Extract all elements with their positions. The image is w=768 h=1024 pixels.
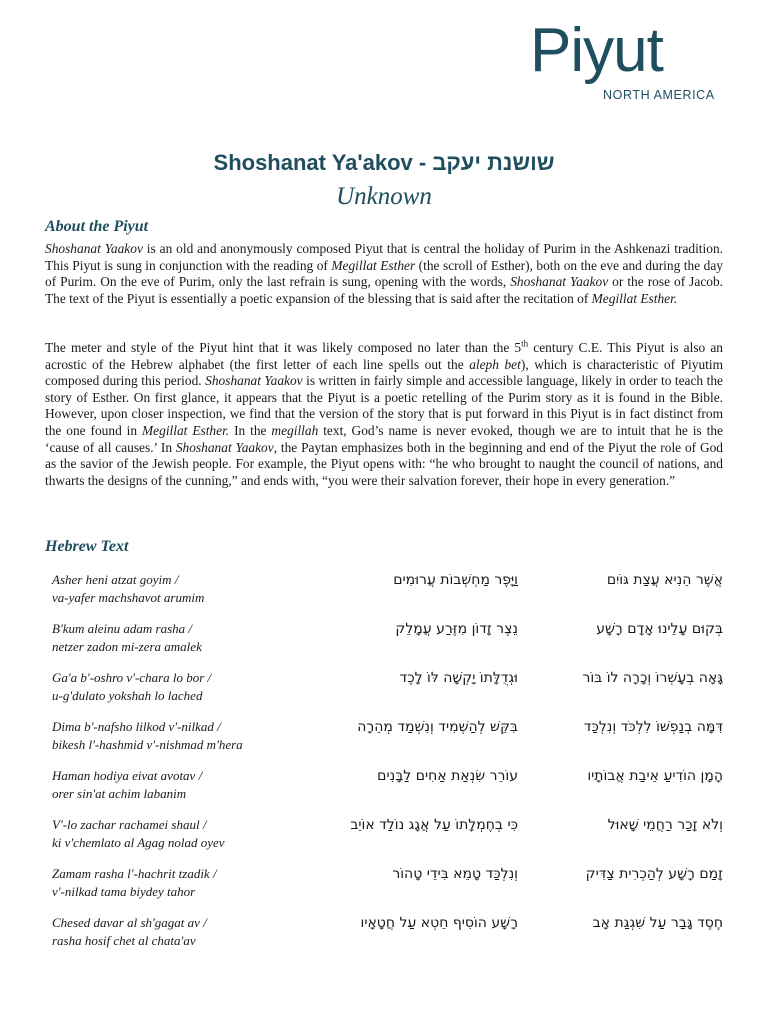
hebrew-line-first-half: אֲשֶׁר הֵנִיא עֲצַת גּוֹיִם	[606, 572, 723, 588]
logo-wordmark: Piyut	[530, 16, 663, 85]
logo-subtitle: NORTH AMERICA	[603, 88, 715, 102]
verse-row	[0, 718, 768, 758]
hebrew-text-heading: Hebrew Text	[45, 538, 129, 555]
verse-row	[0, 816, 768, 856]
verse-row	[0, 865, 768, 905]
hebrew-line-first-half: בְּקוּם עָלֵינוּ אָדָם רָשָׁע	[596, 621, 723, 637]
transliteration: Dima b'-nafsho lilkod v'-nilkad / bikesh l'-hashmid v'-nishmad m'hera	[52, 719, 243, 752]
page-title: Shoshanat Ya'akov - שושנת יעקב	[213, 150, 555, 175]
transliteration: Asher heni atzat goyim / va-yafer machshavot arumim	[52, 572, 205, 605]
hebrew-line-first-half: הָמָן הוֹדִיעַ אֵיבַת אֲבוֹתָיו	[587, 768, 723, 784]
about-paragraph-2: The meter and style of the Piyut hint that it was likely composed no later than the 5th century C.E. This Piyut is also an acrostic of the Hebrew alphabet (the first letter of each line spells out the aleph bet), which is characteristic of Piyutim composed during this period. Shoshanat Yaakov is written in fairly simple and accessible language, likely in order to teach the story of Esther. On first glance, it appears that the Piyut is a poetic retelling of the Purim story as it is found in the Bible. However, upon closer inspection, we find that the version of the story that is put forward in this Piyut is in fact distinct from the one found in Megillat Esther. In the megillah text, God’s name is never evoked, though we are to intuit that he is the ‘cause of all causes.’ In Shoshanat Yaakov, the Paytan emphasizes both in the beginning and end of the Piyut the role of God as the savior of the Jewish people. For example, the Piyut opens with: “he who brought to naught the council of nations, and thwarts the designs of the cunning,” and ends with, “you were their salvation forever, their hope in every generation.”	[45, 338, 724, 488]
verse-row	[0, 767, 768, 807]
about-heading: About the Piyut	[45, 218, 149, 235]
transliteration: V'-lo zachar rachamei shaul / ki v'chemlato al Agag nolad oyev	[52, 817, 225, 850]
transliteration: Chesed davar al sh'gagat av / rasha hosif chet al chata'av	[52, 915, 207, 948]
hebrew-line-first-half: דִּמָּה בְנַפְשׁוֹ לִלְכֹּד וְנִלְכַּד	[583, 719, 723, 735]
verse-row	[0, 571, 768, 611]
hebrew-line-first-half: וְלֹא זָכַר רַחֲמֵי שָׁאוּל	[607, 817, 723, 833]
verse-row	[0, 669, 768, 709]
verse-row	[0, 914, 768, 954]
hebrew-line-second-half: נֵצֶר זָדוֹן מִזֶּרַע עֲמָלֵק	[395, 621, 518, 637]
transliteration: B'kum aleinu adam rasha / netzer zadon mi-zera amalek	[52, 621, 202, 654]
hebrew-line-first-half: גָּאָה בְעָשְׁרוֹ וְכָרָה לוֹ בּוֹר	[582, 670, 723, 686]
hebrew-line-second-half: וַיָּפֶר מַחְשְׁבוֹת עֲרוּמִים	[393, 572, 518, 588]
about-paragraph-1: Shoshanat Yaakov is an old and anonymously composed Piyut that is central the holiday of Purim in the Ashkenazi tradition. This Piyut is sung in conjunction with the reading of Megillat Esther (the scroll of Esther), both on the eve and during the day of Purim. On the eve of Purim, only the last refrain is sung, opening with the words, Shoshanat Yaakov or the rose of Jacob. The text of the Piyut is essentially a poetic expansion of the blessing that is said after the recitation of Megillat Esther.	[45, 241, 723, 306]
hebrew-line-second-half: כִּי בְחֶמְלָתוֹ עַל אֲגָג נוֹלַד אוֹיֵב	[350, 817, 518, 833]
hebrew-line-second-half: רָשָׁע הוֹסִיף חֵטְא עַל חֲטָאָיו	[360, 915, 518, 931]
hebrew-line-second-half: וְנִלְכַּד טָמֵא בִּידֵי טָהוֹר	[392, 866, 518, 882]
verse-row	[0, 620, 768, 660]
transliteration: Zamam rasha l'-hachrit tzadik / v'-nilkad tama biydey tahor	[52, 866, 217, 899]
transliteration: Haman hodiya eivat avotav / orer sin'at achim labanim	[52, 768, 203, 801]
hebrew-line-first-half: חֶסֶד גָּבַר עַל שִׁגְגַת אָב	[592, 915, 723, 931]
author-subtitle: Unknown	[336, 183, 432, 210]
hebrew-line-second-half: עוֹרֵר שִׂנְאַת אַחִים לַבָּנִים	[377, 768, 518, 784]
piyut-logo	[530, 16, 730, 106]
hebrew-line-second-half: וּגְדֻלָּתוֹ יָקְשָׁה לּוֹ לָכֶד	[399, 670, 518, 686]
transliteration: Ga'a b'-oshro v'-chara lo bor / u-g'dulato yokshah lo lached	[52, 670, 212, 703]
hebrew-line-first-half: זָמַם רָשָׁע לְהַכְרִית צַדִּיק	[585, 866, 723, 882]
hebrew-line-second-half: בִּקֵּשׁ לְהַשְׁמִיד וְנִשְׁמַד מְהֵרָה	[357, 719, 518, 735]
